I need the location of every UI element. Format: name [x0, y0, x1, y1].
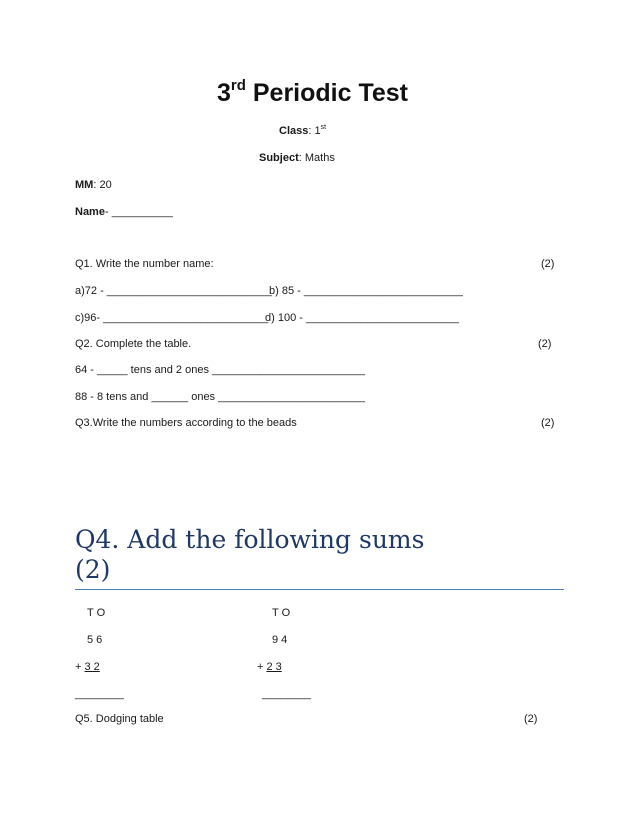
q4-left-answer-line: ________	[75, 688, 124, 700]
q3-marks: (2)	[541, 417, 555, 429]
q2-text: Q2. Complete the table.	[75, 338, 192, 350]
q4-right-answer-line: ________	[262, 688, 311, 700]
q4-left-header: T O	[87, 607, 106, 619]
q4-left-row1: 5 6	[87, 634, 103, 646]
q1-item-b: b) 85 - __________________________	[269, 285, 463, 297]
name-label: Name	[75, 206, 105, 218]
q1-item-c: c)96- ___________________________	[75, 312, 269, 324]
title-number: 3	[217, 79, 231, 107]
q4-right-row1: 9 4	[272, 634, 288, 646]
max-marks-line: MM: 20	[75, 179, 112, 191]
q2-line-1: 64 - _____ tens and 2 ones _________________________	[75, 364, 365, 376]
title-ordinal-suffix: rd	[230, 77, 246, 94]
subject-value: Maths	[304, 152, 335, 164]
q4-right-addend: 2 3	[266, 661, 282, 673]
class-line: Class: 1st	[279, 124, 327, 137]
q5-text: Q5. Dodging table	[75, 713, 164, 725]
q1-marks: (2)	[541, 258, 555, 270]
q4-heading: Q4. Add the following sums (2)	[75, 525, 425, 584]
class-ordinal-suffix: st	[320, 124, 327, 131]
q4-heading-rule	[75, 589, 564, 590]
class-value: 1	[314, 125, 321, 137]
page-title	[217, 78, 408, 108]
q4-right-header: T O	[272, 607, 291, 619]
q5-marks: (2)	[524, 713, 538, 725]
title-text: Periodic Test	[252, 79, 408, 107]
class-label: Class	[279, 125, 309, 137]
q2-marks: (2)	[538, 338, 552, 350]
max-marks-value: 20	[99, 179, 112, 191]
q4-right-row2	[257, 661, 282, 674]
subject-line: Subject: Maths	[259, 152, 335, 164]
q4-left-plus: +	[75, 661, 85, 673]
name-line	[75, 206, 173, 219]
q1-item-d: d) 100 - _________________________	[265, 312, 459, 324]
q4-right-plus: +	[257, 661, 267, 673]
name-blank: - __________	[104, 206, 173, 218]
q1-text: Q1. Write the number name:	[75, 258, 214, 270]
q3-text: Q3.Write the numbers according to the beads	[75, 417, 297, 429]
q4-left-row2	[75, 661, 100, 674]
max-marks-label: MM	[75, 179, 94, 191]
subject-label: Subject	[259, 152, 299, 164]
q1-item-a: a)72 - ___________________________	[75, 285, 272, 297]
q2-line-2: 88 - 8 tens and ______ ones ________________________	[75, 391, 365, 403]
q4-left-addend: 3 2	[84, 661, 100, 673]
